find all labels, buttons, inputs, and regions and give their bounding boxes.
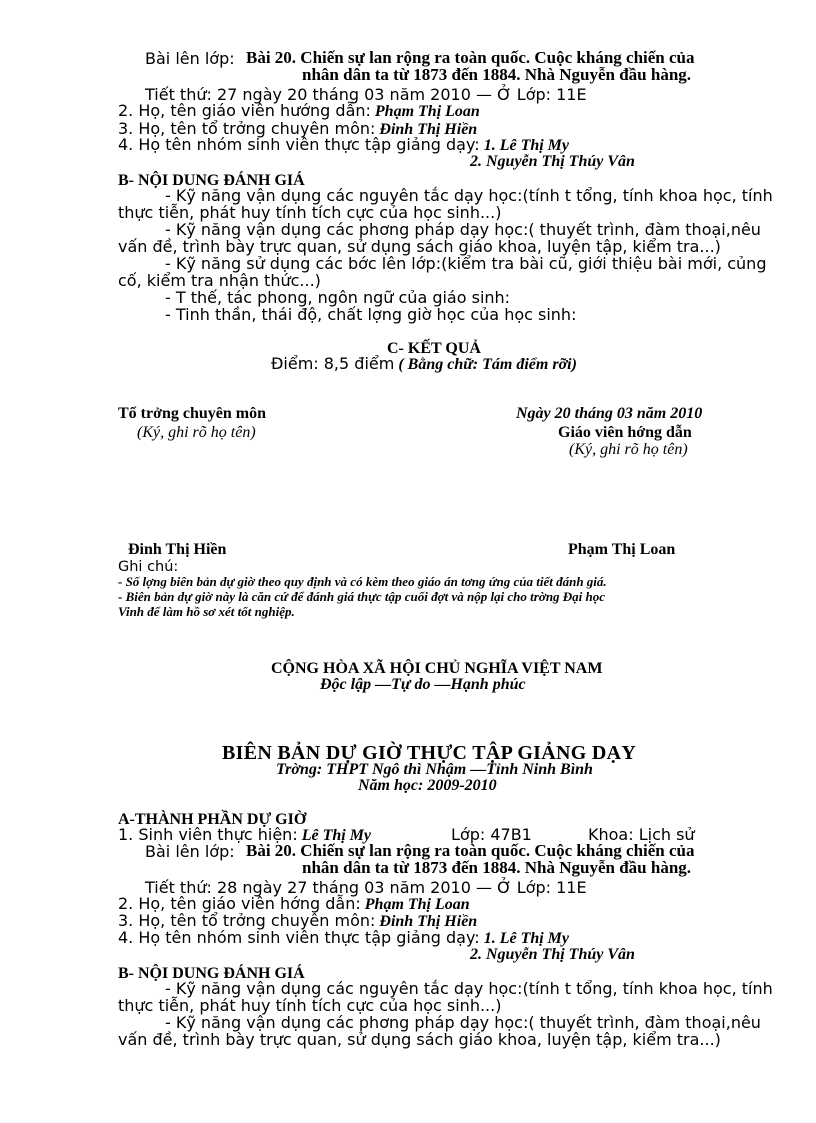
lesson-title-2-line-1: Bài 20. Chiến sự lan rộng ra toàn quốc. Cuộc kháng chiến của [246, 841, 695, 860]
group-member-1: 1. Lê Thị My [483, 137, 570, 154]
note-label: Ghi chú: [118, 559, 179, 575]
criteria-3b: cố, kiểm tra nhận thức...) [118, 271, 321, 290]
criteria-5: - Tinh thần, thái độ, chất lợng giờ học của học sinh: [165, 305, 577, 324]
teacher-label: 2. Họ, tên giáo viên hướng dẫn: [118, 101, 371, 120]
note-2a: - Biên bản dự giờ này là căn cứ để đánh giá thực tập cuối đợt và nộp lại cho trờng Đại học [118, 589, 606, 604]
score-words: ( Bằng chữ: Tám điểm rỡi) [398, 356, 577, 373]
section-b-title: B- NỘI DUNG ĐÁNH GIÁ [118, 172, 305, 189]
teacher-name-2: Phạm Thị Loan [364, 896, 470, 913]
period-line-2: Tiết thứ: 28 ngày 27 tháng 03 năm 2010 — Ở Lớp: 11E [145, 878, 587, 897]
lesson-title-line-2: nhân dân ta từ 1873 đến 1884. Nhà Nguyễn đầu hàng. [302, 65, 692, 84]
country-heading: CỘNG HÒA XÃ HỘI CHỦ NGHĨA VIỆT NAM [271, 660, 603, 677]
signature-date: Ngày 20 tháng 03 năm 2010 [516, 405, 703, 422]
section-c-title: C- KẾT QUẢ [387, 340, 481, 357]
signature-right-note: (Ký, ghi rõ họ tên) [569, 441, 688, 458]
signature-left-name: Đinh Thị Hiền [128, 541, 227, 558]
student-name: Lê Thị My [301, 827, 372, 844]
period-line: Tiết thứ: 27 ngày 20 tháng 03 năm 2010 — Ở Lớp: 11E [145, 85, 587, 104]
criteria-2a-2: - Kỹ năng vận dụng các phơng pháp dạy học:( thuyết trình, đàm thoại,nêu [165, 1013, 761, 1032]
criteria-1b: thực tiễn, phát huy tính tích cực của học sinh...) [118, 203, 502, 222]
score-row [271, 355, 577, 374]
lesson-label-2: Bài lên lớp: [145, 842, 235, 861]
lesson-label: Bài lên lớp: [145, 49, 235, 68]
teacher-label-2: 2. Họ, tên giáo viên hớng dẫn: [118, 894, 361, 913]
criteria-1a: - Kỹ năng vận dụng các nguyên tắc dạy học:(tính t tổng, tính khoa học, tính [165, 186, 773, 205]
signature-left-title: Tổ trởng chuyên môn [118, 405, 266, 422]
teacher-name: Phạm Thị Loan [374, 103, 480, 120]
criteria-4: - T thế, tác phong, ngôn ngữ của giáo sinh: [165, 288, 511, 307]
group-label: 4. Họ tên nhóm sinh viên thực tập giảng dạy: [118, 135, 480, 154]
group-member-1-2: 1. Lê Thị My [483, 930, 570, 947]
lesson-title-line-1: Bài 20. Chiến sự lan rộng ra toàn quốc. Cuộc kháng chiến của [246, 48, 695, 67]
motto: Độc lập —Tự do —Hạnh phúc [320, 676, 526, 693]
lesson-title-2-line-2: nhân dân ta từ 1873 đến 1884. Nhà Nguyễn đầu hàng. [302, 858, 692, 877]
criteria-1a-2: - Kỹ năng vận dụng các nguyên tắc dạy học:(tính t tổng, tính khoa học, tính [165, 979, 773, 998]
score-label: Điểm: 8,5 điểm [271, 354, 395, 373]
school-year: Năm học: 2009-2010 [358, 777, 497, 794]
signature-right-name: Phạm Thị Loan [568, 541, 676, 558]
faculty-text: Khoa: Lịch sử [588, 825, 695, 844]
head-label: 3. Họ, tên tổ trởng chuyên môn: [118, 119, 376, 138]
criteria-2b-2: vấn đề, trình bày trực quan, sử dụng sách giáo khoa, luyện tập, kiểm tra...) [118, 1030, 721, 1049]
group-member-2: 2. Nguyễn Thị Thúy Vân [470, 153, 635, 170]
head-name-2: Đinh Thị Hiền [379, 913, 478, 930]
section-a-title: A-THÀNH PHẦN DỰ GIỜ [118, 811, 307, 828]
criteria-3a: - Kỹ năng sử dụng các bớc lên lớp:(kiểm tra bài cũ, giới thiệu bài mới, củng [165, 254, 767, 273]
document-title: BIÊN BẢN DỰ GIỜ THỰC TẬP GIẢNG DẠY [222, 742, 637, 764]
criteria-2a: - Kỹ năng vận dụng các phơng pháp dạy học:( thuyết trình, đàm thoại,nêu [165, 220, 761, 239]
group-member-2-2: 2. Nguyễn Thị Thúy Vân [470, 946, 635, 963]
criteria-2b: vấn đề, trình bày trực quan, sử dụng sách giáo khoa, luyện tập, kiểm tra...) [118, 237, 721, 256]
student-label: 1. Sinh viên thực hiện: [118, 825, 298, 844]
head-label-2: 3. Họ, tên tổ trởng chuyên môn: [118, 911, 376, 930]
section-b-title-2: B- NỘI DUNG ĐÁNH GIÁ [118, 965, 305, 982]
head-name: Đinh Thị Hiền [379, 121, 478, 138]
school-line: Trờng: THPT Ngô thì Nhậm —Tỉnh Ninh Bình [276, 761, 593, 778]
signature-right-title: Giáo viên hớng dẫn [558, 424, 692, 441]
group-label-2: 4. Họ tên nhóm sinh viên thực tập giảng dạy: [118, 928, 480, 947]
note-1: - Số lợng biên bản dự giờ theo quy định và có kèm theo giáo án tơng ứng của tiết đánh giá. [118, 574, 607, 589]
signature-left-note: (Ký, ghi rõ họ tên) [137, 424, 256, 441]
class-text: Lớp: 47B1 [451, 825, 532, 844]
criteria-1b-2: thực tiễn, phát huy tính tích cực của học sinh...) [118, 996, 502, 1015]
note-2b: Vinh để làm hồ sơ xét tốt nghiệp. [118, 604, 295, 619]
